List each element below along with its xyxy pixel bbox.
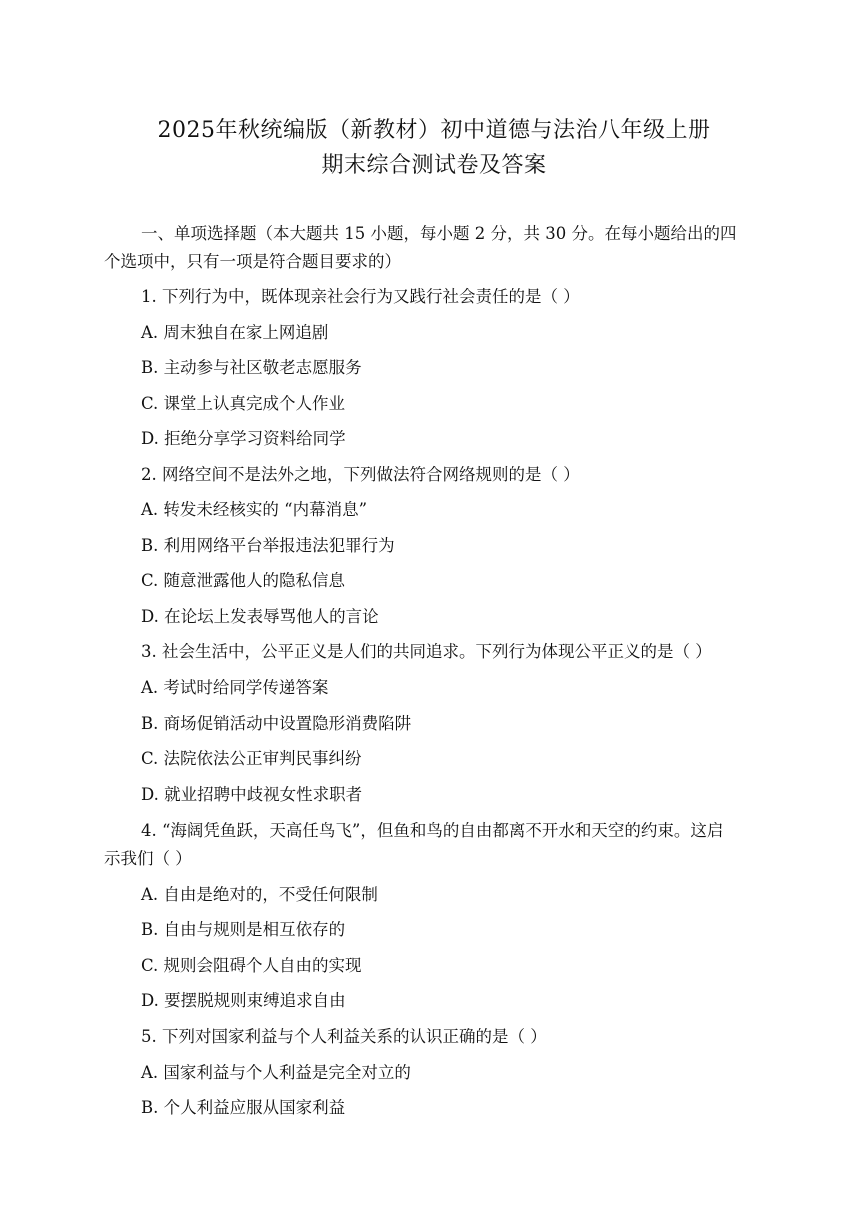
question-3-option-d: D. 就业招聘中歧视女性求职者 <box>141 785 363 804</box>
question-2-option-a: A. 转发未经核实的 “内幕消息” <box>141 500 368 519</box>
question-1-option-a: A. 周末独自在家上网追剧 <box>141 323 329 342</box>
question-2-option-d: D. 在论坛上发表辱骂他人的言论 <box>141 607 379 626</box>
question-2-option-b: B. 利用网络平台举报违法犯罪行为 <box>141 536 395 555</box>
question-1-option-b: B. 主动参与社区敬老志愿服务 <box>141 358 362 377</box>
question-5-option-b: B. 个人利益应服从国家利益 <box>141 1098 346 1117</box>
question-1-option-c: C. 课堂上认真完成个人作业 <box>141 394 346 413</box>
question-4-option-d: D. 要摆脱规则束缚追求自由 <box>141 991 346 1010</box>
question-3-option-c: C. 法院依法公正审判民事纠纷 <box>141 749 362 768</box>
document-title-line-2: 期末综合测试卷及答案 <box>321 153 547 178</box>
question-3-option-b: B. 商场促销活动中设置隐形消费陷阱 <box>141 714 412 733</box>
question-1-option-d: D. 拒绝分享学习资料给同学 <box>141 429 346 448</box>
question-2-stem: 2. 网络空间不是法外之地，下列做法符合网络规则的是（ ） <box>141 465 580 484</box>
question-5-option-a: A. 国家利益与个人利益是完全对立的 <box>141 1063 411 1082</box>
question-4-option-c: C. 规则会阻碍个人自由的实现 <box>141 956 362 975</box>
question-3-stem: 3. 社会生活中，公平正义是人们的共同追求。下列行为体现公平正义的是（ ） <box>141 642 712 661</box>
document-title-line-1: 2025年秋统编版（新教材）初中道德与法治八年级上册 <box>157 118 711 143</box>
question-4-stem: 4. “海阔凭鱼跃，天高任鸟飞”，但鱼和鸟的自由都离不开水和天空的约束。这启 <box>141 821 724 840</box>
question-3-option-a: A. 考试时给同学传递答案 <box>141 678 329 697</box>
question-5-stem: 5. 下列对国家利益与个人利益关系的认识正确的是（ ） <box>141 1027 547 1046</box>
section-heading-continued: 个选项中，只有一项是符合题目要求的） <box>104 252 401 271</box>
question-4-option-b: B. 自由与规则是相互依存的 <box>141 920 346 939</box>
question-4-option-a: A. 自由是绝对的，不受任何限制 <box>141 885 378 904</box>
question-2-option-c: C. 随意泄露他人的隐私信息 <box>141 571 346 590</box>
question-1-stem: 1. 下列行为中，既体现亲社会行为又践行社会责任的是（ ） <box>141 287 580 306</box>
section-heading: 一、单项选择题（本大题共 15 小题，每小题 2 分，共 30 分。在每小题给出的四 <box>141 224 737 243</box>
question-4-stem-continued: 示我们（ ） <box>104 849 192 868</box>
